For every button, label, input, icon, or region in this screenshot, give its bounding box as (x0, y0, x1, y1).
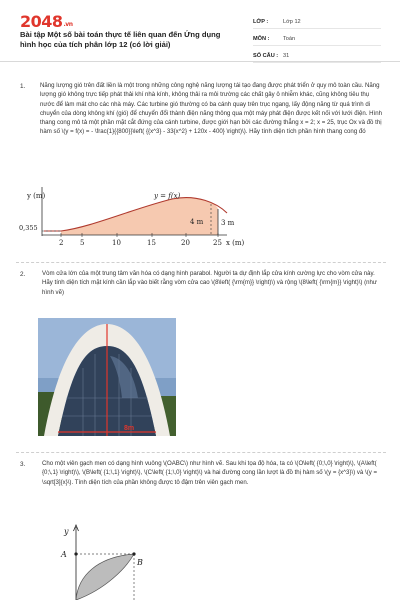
meta-label: SỐ CÂU : (253, 53, 279, 59)
meta-label: LỚP : (253, 19, 269, 25)
question-text: Cho một viên gạch men có dạng hình vuông \(OABC\) như hình vẽ. Sau khi tọa độ hóa, ta có \(O\left( {0;\,0} \right)\), \(A\left( {0;\,1} \right)\), \(B\left( {1;\,1} \right)\), \(C\left( {1;\,0} \right)\) và hai đường cong lần lượt là đồ thị hàm số \(y = {x^3}\) và \(y = \sqrt[3]{x}\). Tính diện tích của phần không được tô đậm trên viên gạch men. (42, 460, 378, 486)
b-label: B (137, 558, 143, 567)
arch-building-photo (38, 318, 176, 436)
tile-figure (56, 523, 156, 600)
height-label: 4 m (190, 218, 204, 226)
x-tick-labels (59, 239, 222, 247)
x-tick-label: 15 (147, 239, 156, 247)
shaded-lens (76, 554, 134, 600)
question-number: 1. (20, 83, 26, 90)
meta-row-count (253, 46, 381, 63)
x-tick-label: 20 (181, 239, 190, 247)
question-number: 2. (20, 271, 26, 278)
site-logo[interactable] (20, 12, 73, 31)
y-label: y (64, 527, 69, 536)
document-title: Bài tập Một số bài toán thực tế liên quan đến Ứng dụng hình học của tích phân lớp 12 (có lời giải) (20, 30, 221, 49)
logo-text: 2048 (20, 12, 63, 31)
x-axis-label: x (m) (226, 239, 245, 247)
y-axis-label: y (m) (27, 192, 46, 200)
point-b (132, 552, 135, 555)
x-tick-label: 5 (80, 239, 85, 247)
x-tick-label: 10 (112, 239, 121, 247)
meta-label: MÔN : (253, 36, 270, 42)
shaded-area (61, 198, 218, 235)
meta-value: 31 (283, 53, 290, 59)
meta-row-class (253, 12, 381, 29)
page-header (0, 0, 400, 62)
question-text: Vòm cửa lớn của một trung tâm văn hóa có dạng hình parabol. Người ta dự định lắp cửa kính cường lực cho vòm cửa này. Hãy tính diện tích mặt kính cần lắp vào biết rằng vòm cửa cao \(8\left( {\rm{m}} \right)\) và rộng \(8\left( {\rm{m}} \right)\) (như hình vẽ) (42, 270, 377, 296)
x-tick-label: 2 (59, 239, 64, 247)
a-label: A (61, 550, 67, 559)
question-number: 3. (20, 461, 26, 468)
width-label: 8m (124, 425, 135, 432)
point-a (74, 552, 77, 555)
meta-value: Lớp 12 (283, 19, 301, 25)
question-text: Năng lượng gió trên đất liền là một trong những công nghệ năng lượng tái tạo đang được phát triển ở quy mô toàn cầu. Năng lượng gió không trực tiếp phát thải khí nhà kính, không thải ra môi trường các chất gây ô nhiễm khác, cũng không tiêu thụ nước để làm mát cho các nhà máy. Các turbine gió thường có ba cánh quay trên trục ngang, lấy động năng từ quá trình di chuyển của dòng không khí (gió) để chuyển đổi thành điện năng thông qua một máy phát điện được kết nối với lưới điện. Hình thang cong mô tả một phần mặt cắt đứng của cánh turbine, được giới hạn bởi các đường thẳng x = 2; x = 25, trục Ox và đồ thị hàm số \(y = f(x) = - \frac{1}{{800}}\left( {{x^3} - 33{x^2} + 120x - 400} \right)\). Hãy tính diện tích phần hình thang cong đó (40, 82, 382, 136)
meta-value: Toán (283, 36, 296, 42)
curve-label: y = f(x) (154, 192, 181, 200)
x-tick-label: 25 (213, 239, 222, 247)
right-label: 3 m (221, 219, 235, 227)
meta-row-subject (253, 29, 381, 46)
question-divider (16, 262, 386, 263)
turbine-blade-figure (19, 187, 254, 255)
document-meta (253, 12, 381, 63)
y0-label: 0,355 (19, 224, 38, 232)
question-divider (16, 452, 386, 453)
logo-suffix: .vn (63, 21, 73, 28)
